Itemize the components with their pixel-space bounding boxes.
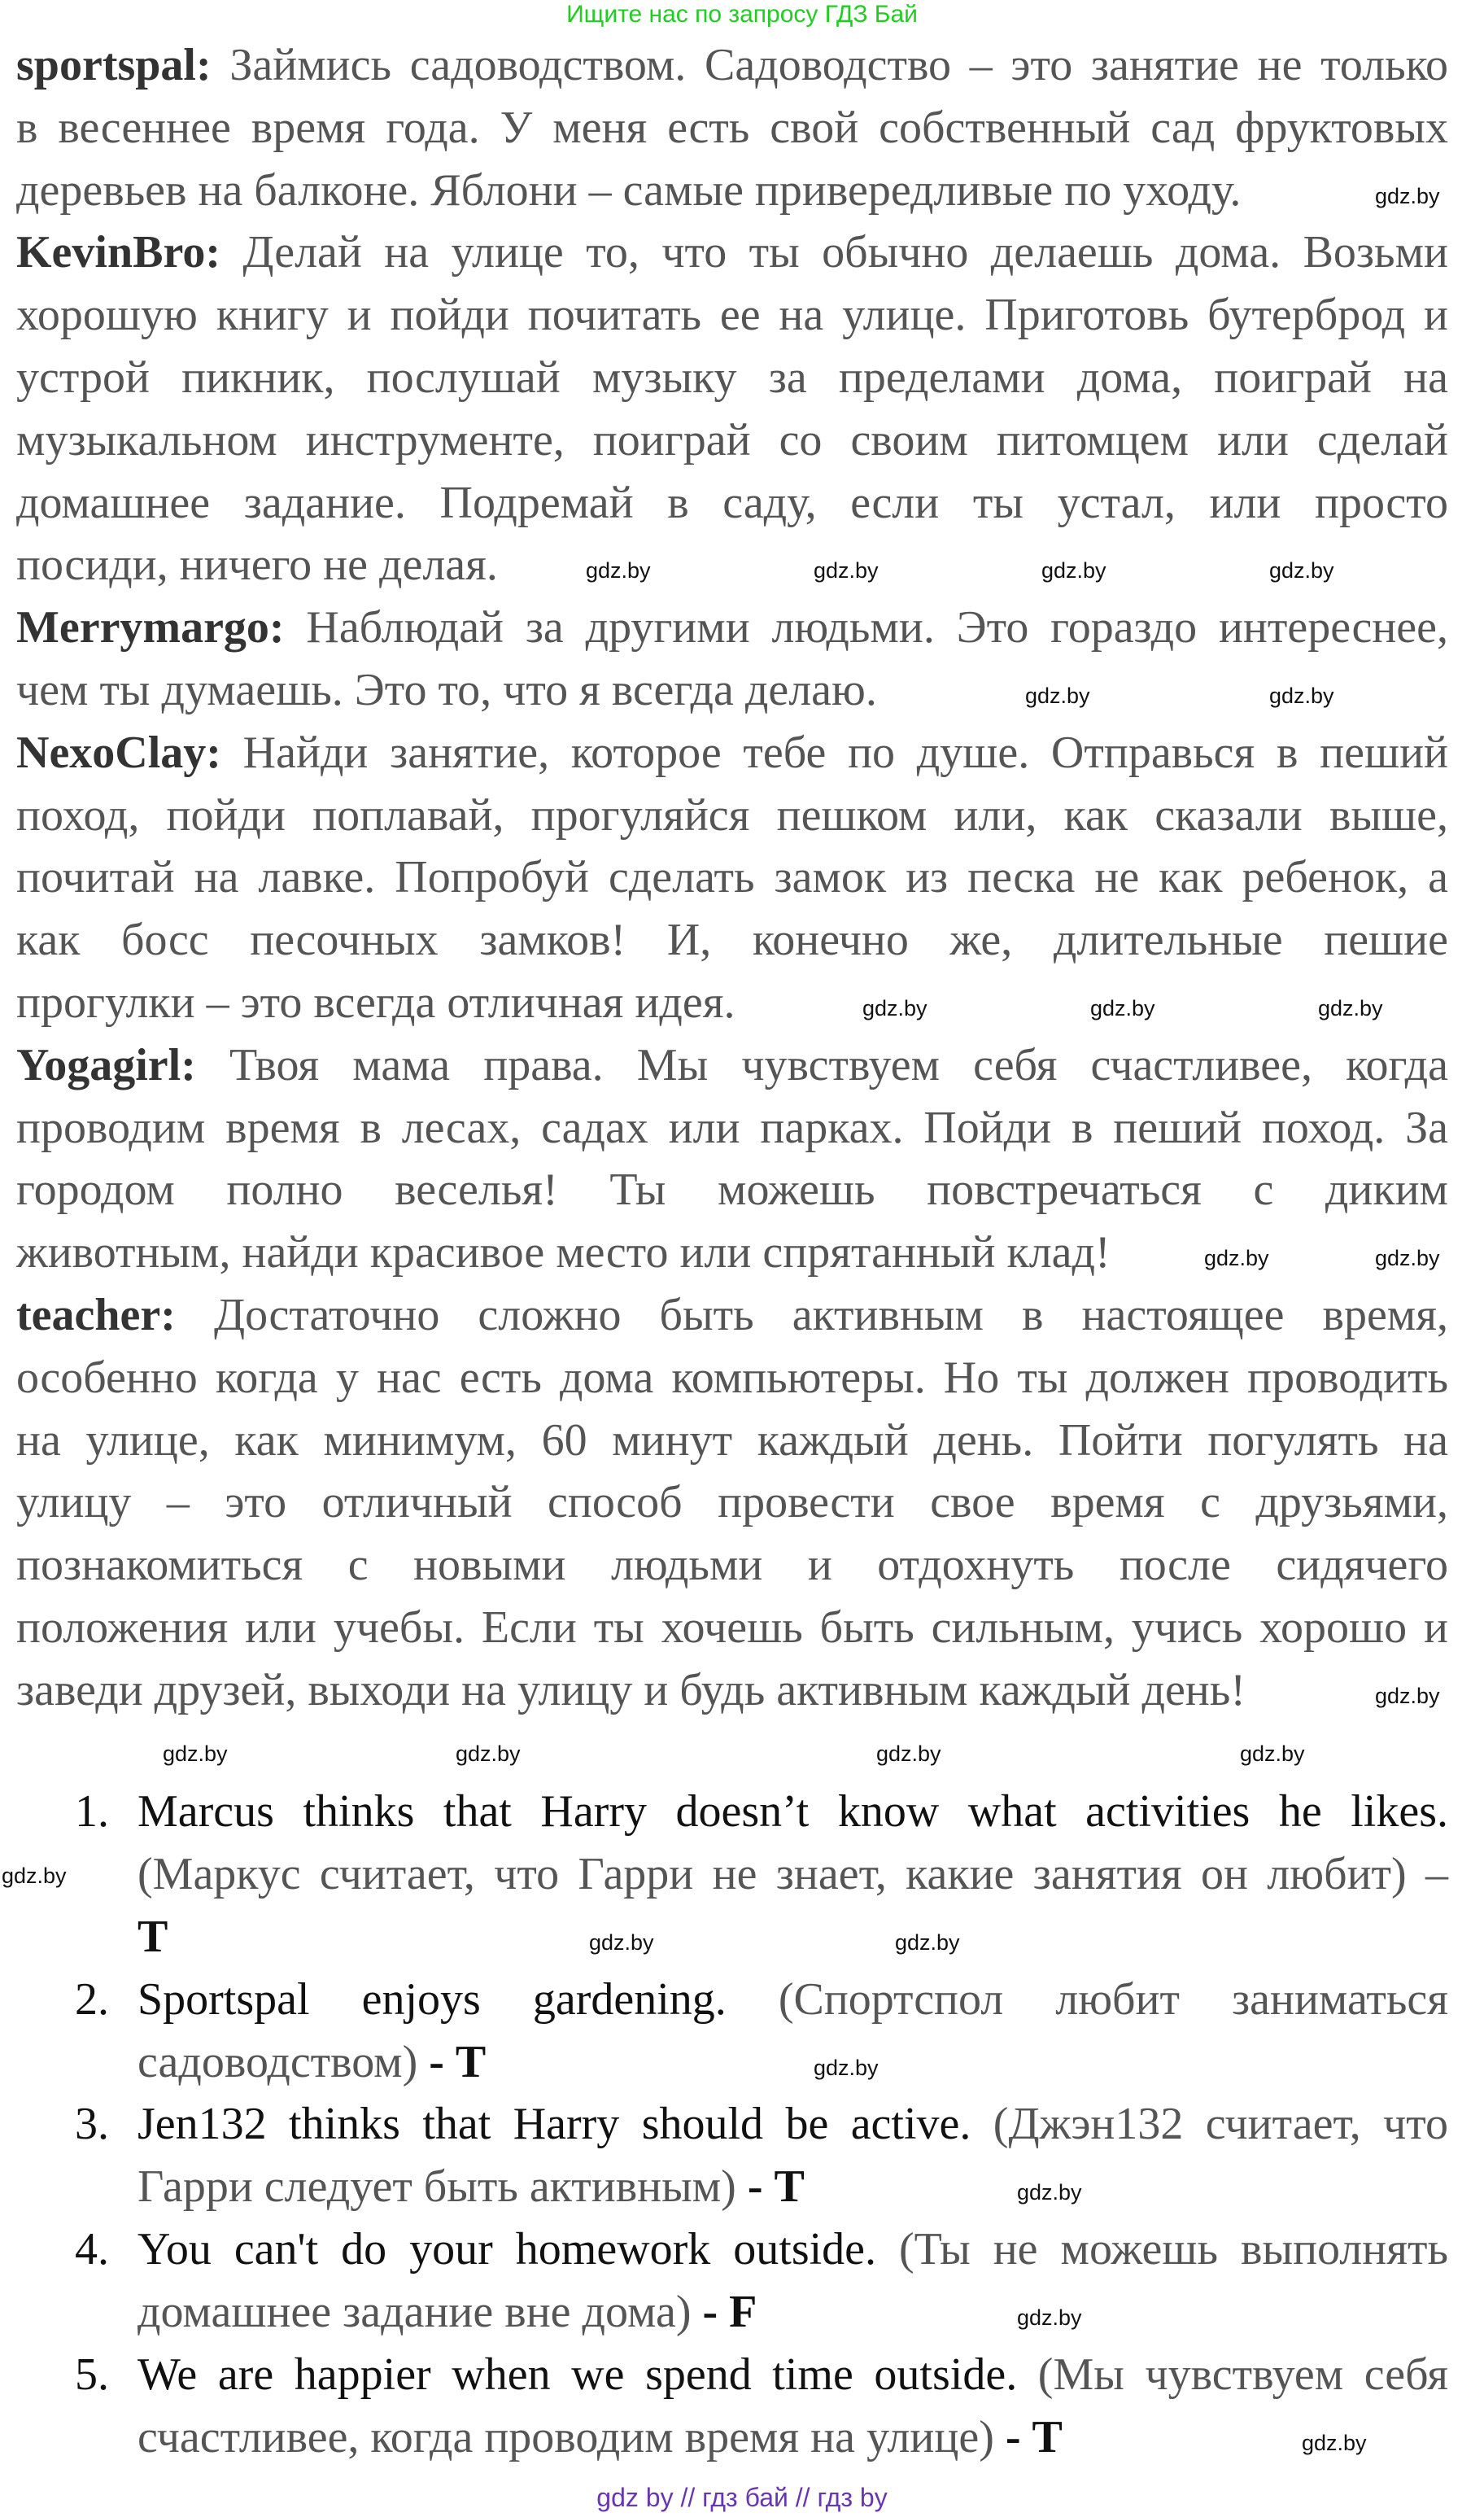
answer-statement bbox=[137, 2098, 1448, 2161]
post-line: музыкальном инструменте, поиграй со своим питомцем или сделай bbox=[16, 415, 1448, 465]
post-text: Найди занятие, которое тебе по душе. Отправься в пеший bbox=[242, 728, 1449, 778]
answer-number: 1. bbox=[75, 1786, 109, 1837]
watermark: gdz.by bbox=[1017, 2180, 1082, 2205]
post-line bbox=[16, 1289, 1448, 1352]
post-line: животным, найди красивое место или спрятанный клад! bbox=[16, 1227, 1111, 1278]
post-line bbox=[16, 601, 1448, 664]
watermark: gdz.by bbox=[1240, 1741, 1305, 1766]
post-line: улицу – это отличный способ провести свое время с друзьями, bbox=[16, 1477, 1448, 1527]
translation-text: счастливее, когда проводим время на улице) bbox=[137, 2412, 994, 2462]
post-text: Делай на улице то, что ты обычно делаешь дома. Возьми bbox=[242, 227, 1448, 277]
post-text: Твоя мама права. Мы чувствуем себя счастливее, когда bbox=[229, 1040, 1448, 1090]
watermark: gdz.by bbox=[1269, 684, 1334, 708]
watermark: gdz.by bbox=[586, 558, 651, 583]
answer-statement bbox=[137, 1973, 1448, 2036]
watermark: gdz.by bbox=[1269, 558, 1334, 583]
translation-text: Гарри следует быть активным) bbox=[137, 2161, 736, 2212]
post-line: устрой пикник, послушай музыку за пределами дома, поиграй на bbox=[16, 352, 1448, 403]
post-line: почитай на лавке. Попробуй сделать замок из песка не как ребенок, а bbox=[16, 852, 1448, 902]
watermark: gdz.by bbox=[862, 996, 928, 1020]
post-line: заведи друзей, выходи на улицу и будь активным каждый день! bbox=[16, 1665, 1246, 1715]
answer-mark: - T bbox=[1005, 2412, 1063, 2462]
post-line: поход, пойди поплавай, прогуляйся пешком или, как сказали выше, bbox=[16, 790, 1448, 841]
translation-text: (Спортспол любит заниматься bbox=[778, 1974, 1449, 2025]
translation-text: (Мы чувствуем себя bbox=[1037, 2349, 1448, 2400]
post-line: на улице, как минимум, 60 минут каждый день. Пойти погулять на bbox=[16, 1415, 1448, 1466]
post-line: как босс песочных замков! И, конечно же, длительные пешие bbox=[16, 915, 1448, 965]
post-line: хорошую книгу и пойди почитать ее на улице. Приготовь бутерброд и bbox=[16, 290, 1448, 340]
answer-statement bbox=[137, 2223, 1448, 2286]
post-line: в весеннее время года. У меня есть свой собственный сад фруктовых bbox=[16, 103, 1448, 153]
answer-mark: - F bbox=[702, 2287, 757, 2337]
statement-text: We are happier when we spend time outside. bbox=[137, 2349, 1018, 2400]
answer-number: 4. bbox=[75, 2224, 109, 2274]
post-line: положения или учебы. Если ты хочешь быть сильным, учись хорошо и bbox=[16, 1602, 1448, 1653]
answer-number: 5. bbox=[75, 2349, 109, 2400]
translation-text: садоводством) bbox=[137, 2037, 418, 2087]
answer-translation bbox=[137, 2161, 805, 2223]
watermark: gdz.by bbox=[1017, 2305, 1082, 2330]
author-name: teacher: bbox=[16, 1290, 176, 1340]
answer-translation bbox=[137, 2036, 486, 2099]
post-line: городом полно веселья! Ты можешь повстречаться с диким bbox=[16, 1165, 1448, 1215]
author-name: NexoClay: bbox=[16, 728, 221, 778]
watermark: gdz.by bbox=[1375, 184, 1440, 208]
post-line: проводим время в лесах, садах или парках. Пойди в пеший поход. За bbox=[16, 1103, 1448, 1153]
post-line: познакомиться с новыми людьми и отдохнуть после сидячего bbox=[16, 1540, 1448, 1590]
watermark: gdz.by bbox=[814, 2056, 879, 2080]
answer-translation bbox=[137, 2411, 1063, 2474]
post-line bbox=[16, 226, 1448, 289]
post-line: прогулки – это всегда отличная идея. bbox=[16, 977, 735, 1028]
post-line bbox=[16, 39, 1448, 102]
answer-mark: - T bbox=[429, 2037, 487, 2087]
watermark: gdz.by bbox=[1302, 2431, 1367, 2455]
watermark: gdz.by bbox=[589, 1930, 654, 1955]
post-text: Займись садоводством. Садоводство – это занятие не только bbox=[229, 40, 1448, 90]
answer-mark: T bbox=[137, 1912, 168, 1962]
post-line: домашнее задание. Подремай в саду, если ты устал, или просто bbox=[16, 478, 1448, 528]
post-line: чем ты думаешь. Это то, что я всегда делаю. bbox=[16, 665, 877, 715]
translation-text: (Ты не можешь выполнять bbox=[899, 2224, 1448, 2274]
author-name: sportspal: bbox=[16, 40, 212, 90]
watermark: gdz.by bbox=[1041, 558, 1106, 583]
answer-number: 3. bbox=[75, 2099, 109, 2149]
watermark: gdz.by bbox=[1375, 1684, 1440, 1708]
watermark: gdz.by bbox=[895, 1930, 960, 1955]
watermark: gdz.by bbox=[2, 1864, 67, 1888]
watermark: gdz.by bbox=[456, 1741, 521, 1766]
site-banner: Ищите нас по запросу ГДЗ Бай bbox=[566, 1, 918, 28]
statement-text: Sportspal enjoys gardening. bbox=[137, 1974, 727, 2025]
answer-mark: - T bbox=[747, 2161, 805, 2212]
author-name: Merrymargo: bbox=[16, 602, 285, 653]
post-text: Достаточно сложно быть активным в настоящее время, bbox=[213, 1290, 1449, 1340]
translation-text: (Джэн132 считает, что bbox=[993, 2099, 1449, 2149]
post-line bbox=[16, 727, 1448, 789]
site-footer: gdz by // гдз бай // гдз by bbox=[596, 2483, 888, 2512]
watermark: gdz.by bbox=[876, 1741, 941, 1766]
watermark: gdz.by bbox=[1375, 1246, 1440, 1270]
watermark: gdz.by bbox=[1204, 1246, 1269, 1270]
answer-statement: Marcus thinks that Harry doesn’t know what activities he likes. bbox=[137, 1786, 1448, 1837]
post-line: деревьев на балконе. Яблони – самые привередливые по уходу. bbox=[16, 165, 1242, 216]
post-line: посиди, ничего не делая. bbox=[16, 540, 498, 590]
watermark: gdz.by bbox=[1318, 996, 1383, 1020]
answer-statement bbox=[137, 2349, 1448, 2411]
author-name: Yogagirl: bbox=[16, 1040, 196, 1090]
post-text: Наблюдай за другими людьми. Это гораздо интереснее, bbox=[306, 602, 1448, 653]
watermark: gdz.by bbox=[1090, 996, 1155, 1020]
statement-text: Jen132 thinks that Harry should be active. bbox=[137, 2099, 971, 2149]
post-line: особенно когда у нас есть дома компьютеры. Но ты должен проводить bbox=[16, 1352, 1448, 1403]
author-name: KevinBro: bbox=[16, 227, 220, 277]
answer-translation bbox=[137, 1848, 1448, 1911]
statement-text: You can't do your homework outside. bbox=[137, 2224, 877, 2274]
answer-number: 2. bbox=[75, 1974, 109, 2025]
watermark: gdz.by bbox=[163, 1741, 228, 1766]
watermark: gdz.by bbox=[1025, 684, 1090, 708]
answer-translation bbox=[137, 2286, 757, 2349]
post-line bbox=[16, 1039, 1448, 1102]
watermark: gdz.by bbox=[814, 558, 879, 583]
translation-text: домашнее задание вне дома) bbox=[137, 2287, 692, 2337]
translation-text: (Маркус считает, что Гарри не знает, какие занятия он любит) – bbox=[137, 1849, 1448, 1899]
